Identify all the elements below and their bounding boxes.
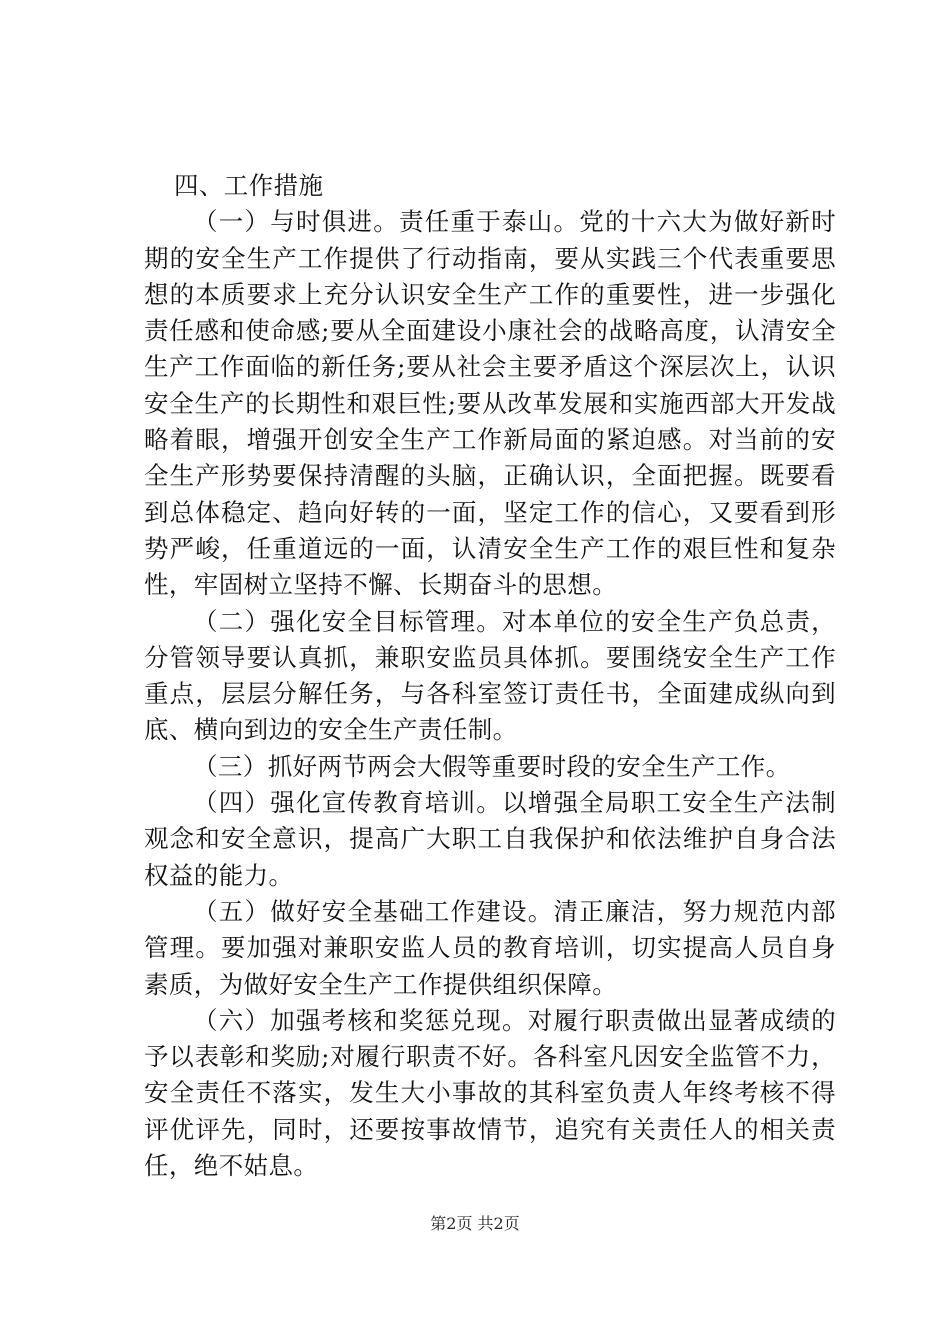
paragraph-1: （一）与时俱进。责任重于泰山。党的十六大为做好新时期的安全生产工作提供了行动指南，要从实践三个代表重要思想的本质要求上充分认识安全生产工作的重要性，进一步强化责任感和使命感;要从全面建设小康社会的战略高度，认清安全生产工作面临的新任务;要从社会主要矛盾这个深层次上，认识安全生产的长期性和艰巨性;要从改革发展和实施西部大开发战略着眼，增强开创安全生产工作新局面的紧迫感。对当前的安全生产形势要保持清醒的头脑，正确认识，全面把握。既要看到总体稳定、趋向好转的一面，坚定工作的信心，又要看到形势严峻，任重道远的一面，认清安全生产工作的艰巨性和复杂性，牢固树立坚持不懈、长期奋斗的思想。 (144, 207, 836, 600)
paragraph-5: （五）做好安全基础工作建设。清正廉洁，努力规范内部管理。要加强对兼职安监人员的教育培训，切实提高人员自身素质，为做好安全生产工作提供组织保障。 (144, 896, 836, 999)
document-body (144, 168, 836, 1184)
paragraph-4: （四）强化宣传教育培训。以增强全局职工安全生产法制观念和安全意识，提高广大职工自我保护和依法维护自身合法权益的能力。 (144, 788, 836, 890)
paragraph-6: （六）加强考核和奖惩兑现。对履行职责做出显著成绩的予以表彰和奖励;对履行职责不好。各科室凡因安全监管不力，安全责任不落实，发生大小事故的其科室负责人年终考核不得评优评先，同时，还要按事故情节，追究有关责任人的相关责任，绝不姑息。 (144, 1005, 836, 1181)
paragraph-2: （二）强化安全目标管理。对本单位的安全生产负总责，分管领导要认真抓，兼职安监员具体抓。要围绕安全生产工作重点，层层分解任务，与各科室签订责任书，全面建成纵向到底、横向到边的安全生产责任制。 (144, 606, 836, 745)
paragraph-3: （三）抓好两节两会大假等重要时段的安全生产工作。 (193, 751, 791, 781)
section-heading: 四、工作措施 (174, 171, 324, 200)
page-number-footer: 第2页 共2页 (430, 1214, 520, 1233)
